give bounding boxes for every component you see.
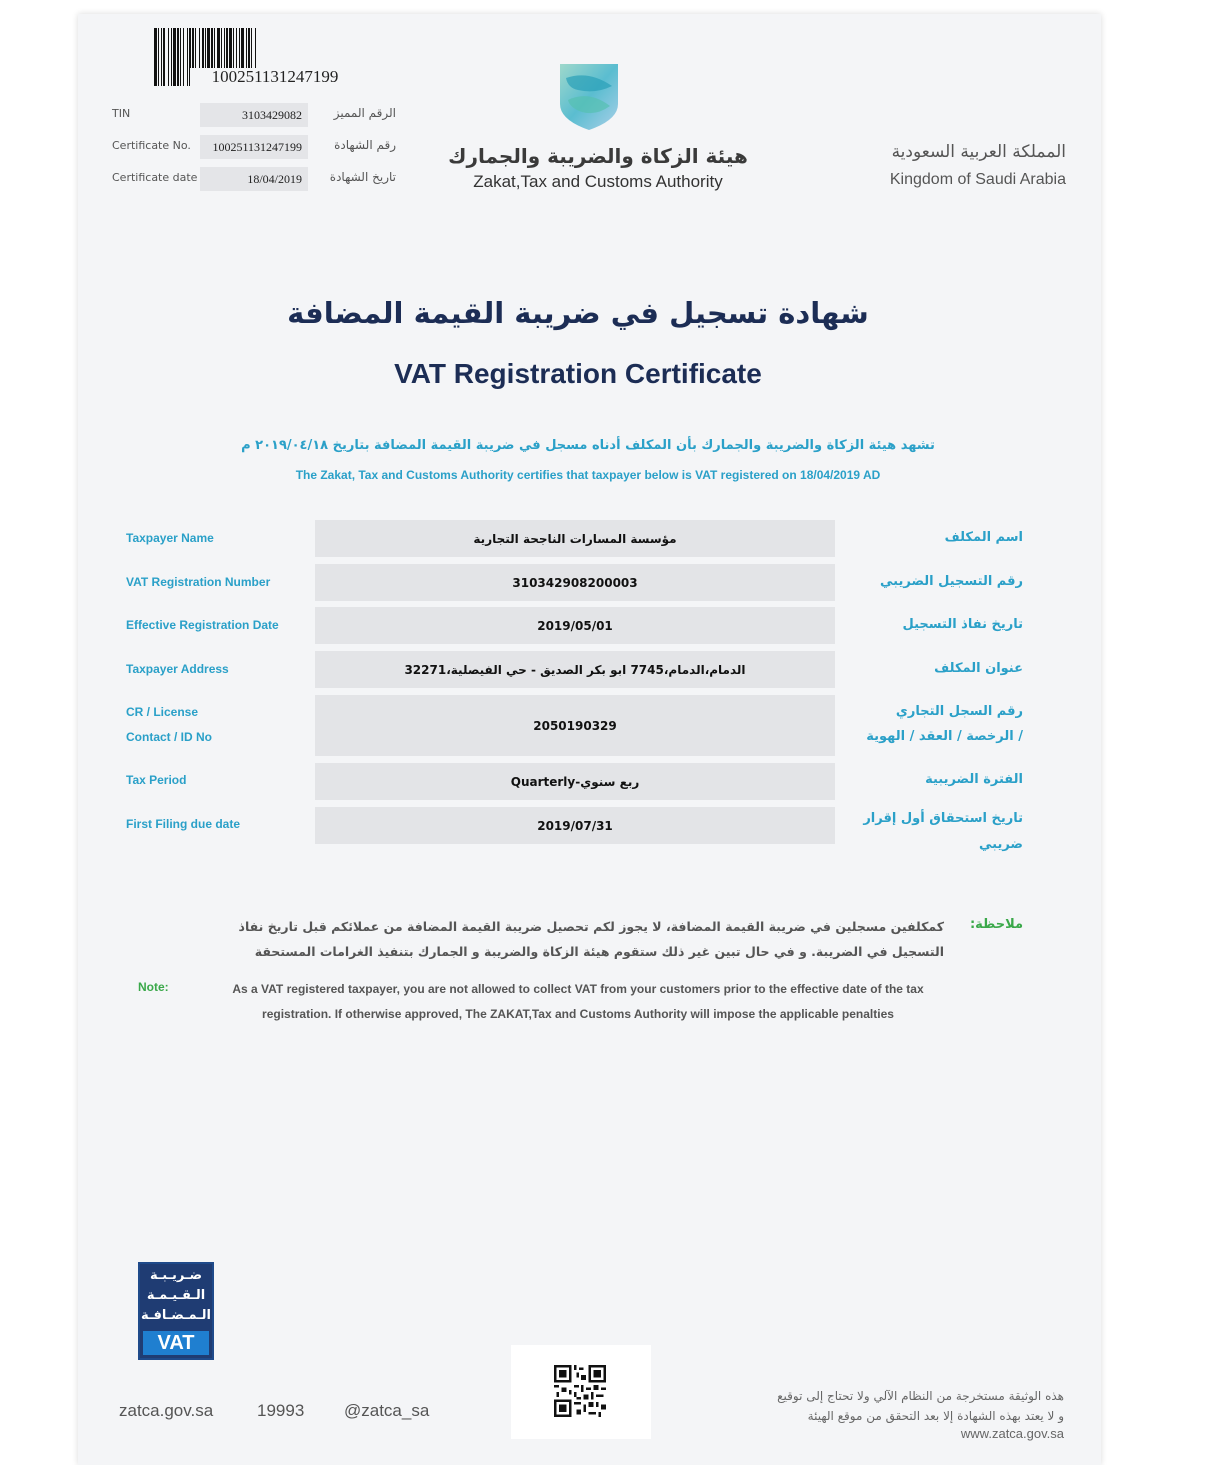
note-line-ar-1: كمكلفين مسجلين في ضريبة القيمة المضافة، لا يجوز لكم تحصيل ضريبة القيمة المضافة من عملائكم قبل تاريخ نفاذ <box>238 919 944 934</box>
kingdom-name-ar: المملكة العربية السعودية <box>891 142 1066 162</box>
certificate-page <box>78 14 1101 1465</box>
vat-logo-line-3: الـمـضـافـة <box>141 1308 211 1323</box>
footer-disclaimer-line-2: و لا يعتد بهذه الشهادة إلا بعد التحقق من موقع الهيئة <box>807 1409 1064 1423</box>
address-value: الدمام،الدمام،7745 ابو بكر الصديق - حي الفيصلية،32271 <box>315 651 835 688</box>
contact-id-label: Contact / ID No <box>126 730 212 744</box>
footer-website[interactable]: zatca.gov.sa <box>119 1401 214 1420</box>
note-line-en-1: As a VAT registered taxpayer, you are not allowed to collect VAT from your customers prior to the effective date of the tax <box>232 982 924 996</box>
authority-name-ar: هيئة الزكاة والضريبة والجمارك <box>448 144 748 168</box>
footer-disclaimer-ar <box>678 1386 1064 1426</box>
certificate-no-label: Certificate No. <box>112 139 191 152</box>
certificate-date-label: Certificate date <box>112 171 198 184</box>
vat-logo-text-ar <box>140 1266 212 1326</box>
footer-disclaimer-line-1: هذه الوثيقة مستخرجة من النظام الآلي ولا تحتاج إلى توقيع <box>777 1389 1064 1403</box>
tin-row <box>108 103 398 127</box>
taxpayer-name-value: مؤسسة المسارات الناجحة التجارية <box>315 520 835 557</box>
tax-period-value: ربع سنوي-Quarterly <box>315 763 835 800</box>
certificate-date-value: 18/04/2019 <box>200 167 308 191</box>
note-line-ar-2: التسجيل في الضريبة. و في حال تبين غير ذلك ستقوم هيئة الزكاة والضريبة و الجمارك بتنفيذ الغرامات المستحقة <box>254 944 944 959</box>
certificate-no-row <box>108 135 398 159</box>
certificate-date-row <box>108 167 398 191</box>
qr-code-box <box>511 1345 651 1439</box>
certificate-no-label-ar: رقم الشهادة <box>334 138 396 152</box>
certification-statement-en: The Zakat, Tax and Customs Authority certifies that taxpayer below is VAT registered on 18/04/2019 AD <box>295 468 881 482</box>
tin-label: TIN <box>112 107 131 120</box>
vat-number-label-ar: رقم التسجيل الضريبي <box>880 574 1023 589</box>
certificate-title-ar: شهادة تسجيل في ضريبة القيمة المضافة <box>287 296 869 330</box>
footer-handle[interactable]: @zatca_sa <box>344 1401 430 1420</box>
first-filing-label: First Filing due date <box>126 817 241 831</box>
contact-id-label-ar: / الرخصة / العقد / الهوية <box>866 729 1023 744</box>
cr-label: CR / License <box>126 705 199 719</box>
vat-logo-text-en: VAT <box>143 1331 209 1355</box>
kingdom-name-en: Kingdom of Saudi Arabia <box>889 171 1066 188</box>
vat-logo-icon <box>138 1262 214 1360</box>
first-filing-label-ar-2: ضريبي <box>979 837 1023 852</box>
certificate-date-label-ar: تاريخ الشهادة <box>329 170 396 184</box>
tax-period-label: Tax Period <box>126 773 187 787</box>
effective-date-label-ar: تاريخ نفاذ التسجيل <box>902 617 1023 632</box>
vat-number-value: 310342908200003 <box>315 564 835 601</box>
address-label: Taxpayer Address <box>126 662 229 676</box>
cr-value: 2050190329 <box>315 695 835 756</box>
cr-label-ar: رقم السجل التجاري <box>895 704 1023 719</box>
vat-logo-line-1: ضـريـبـة <box>149 1268 203 1283</box>
taxpayer-name-label-ar: اسم المكلف <box>944 530 1023 545</box>
effective-date-label: Effective Registration Date <box>126 618 279 632</box>
barcode-number: 100251131247199 <box>190 68 360 86</box>
first-filing-value: 2019/07/31 <box>315 807 835 844</box>
address-label-ar: عنوان المكلف <box>934 661 1023 676</box>
certification-statement-ar: تشهد هيئة الزكاة والضريبة والجمارك بأن المكلف أدناه مسجل في ضريبة القيمة المضافة بتاريخ ٢٠١٩/٠٤/١٨ م <box>241 438 935 453</box>
first-filing-label-ar: تاريخ استحقاق أول إقرار <box>863 811 1023 826</box>
vat-number-label: VAT Registration Number <box>126 575 271 589</box>
taxpayer-name-label: Taxpayer Name <box>126 531 214 545</box>
tin-label-ar: الرقم المميز <box>333 106 396 120</box>
tax-period-label-ar: الفترة الضريبية <box>925 772 1023 787</box>
effective-date-value: 2019/05/01 <box>315 607 835 644</box>
tin-value: 3103429082 <box>200 103 308 127</box>
note-label-ar: ملاحظة: <box>969 917 1023 932</box>
note-text-ar <box>228 914 944 964</box>
footer-phone: 19993 <box>257 1401 305 1420</box>
footer-url[interactable]: www.zatca.gov.sa <box>960 1426 1064 1441</box>
zatca-logo-icon <box>556 60 622 132</box>
qr-code-icon[interactable] <box>554 1365 606 1417</box>
note-label-en: Note: <box>138 980 169 994</box>
certificate-title-en: VAT Registration Certificate <box>394 358 762 389</box>
certificate-no-value: 100251131247199 <box>200 135 308 159</box>
note-line-en-2: registration. If otherwise approved, The ZAKAT,Tax and Customs Authority will impose the applicable penalties <box>262 1007 894 1021</box>
authority-name-en: Zakat,Tax and Customs Authority <box>473 172 723 191</box>
note-text-en <box>208 977 948 1027</box>
vat-logo-line-2: الـقـيـمـة <box>146 1288 206 1303</box>
